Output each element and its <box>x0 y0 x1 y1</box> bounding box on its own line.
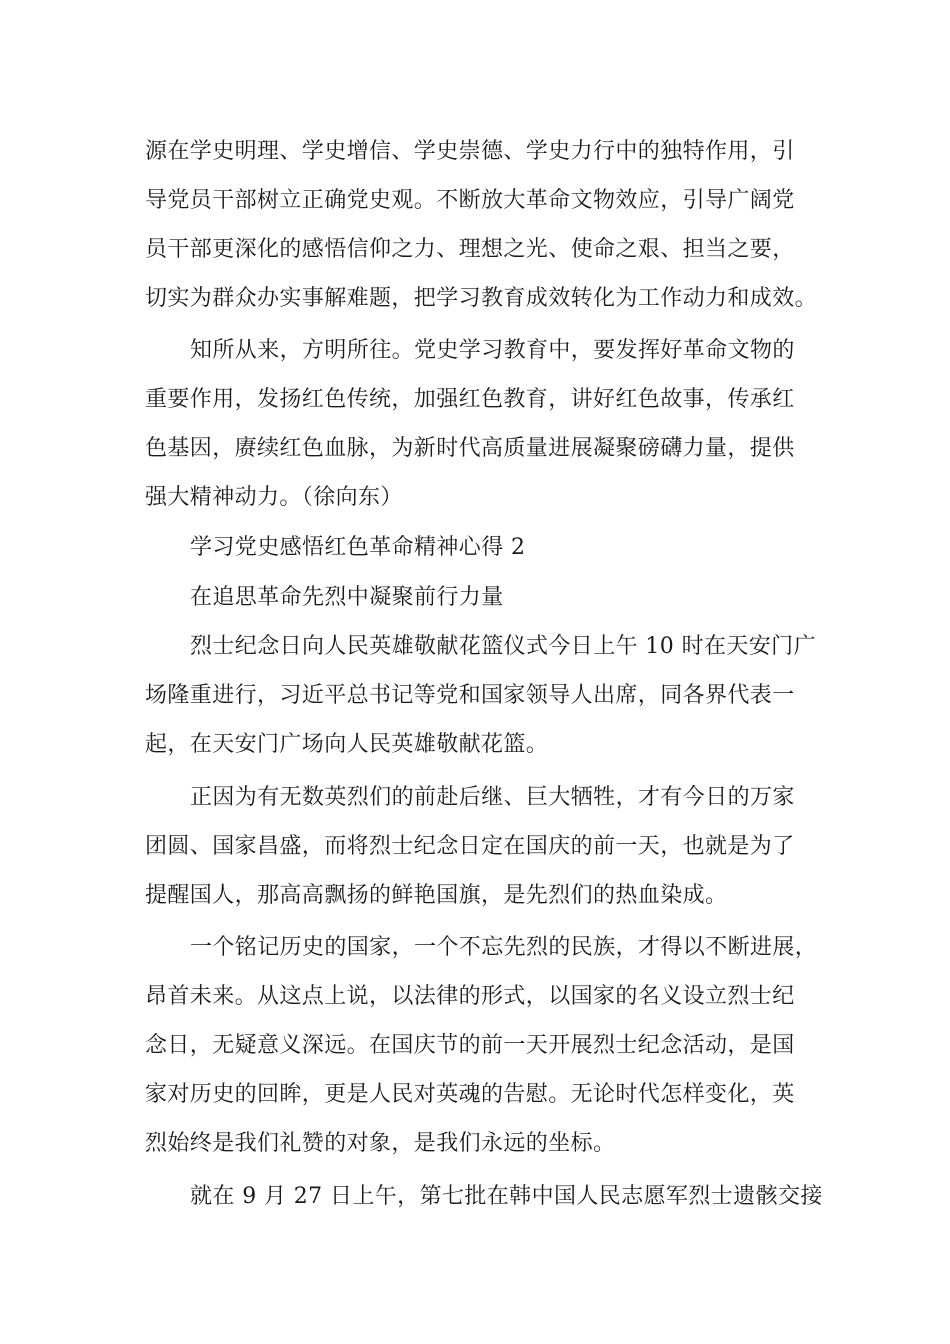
text-line: 念日，无疑意义深远。在国庆节的前一天开展烈士纪念活动，是国 <box>145 1033 795 1058</box>
text-line: 色基因，赓续红色血脉，为新时代高质量进展凝聚磅礴力量，提供 <box>145 436 795 461</box>
text-line: 强大精神动力。（徐向东） <box>145 485 403 510</box>
text-line: 正因为有无数英烈们的前赴后继、巨大牺牲，才有今日的万家 <box>190 785 795 810</box>
section-heading: 学习党史感悟红色革命精神心得 2 <box>190 535 526 560</box>
text-line: 起，在天安门广场向人民英雄敬献花篮。 <box>145 732 549 757</box>
text-line: 家对历史的回眸，更是人民对英魂的告慰。无论时代怎样变化，英 <box>145 1082 795 1107</box>
text-line: 知所从来，方明所往。党史学习教育中，要发挥好革命文物的 <box>190 338 795 363</box>
text-line: 烈始终是我们礼赞的对象，是我们永远的坐标。 <box>145 1131 616 1156</box>
text-line: 就在 9 月 27 日上午，第七批在韩中国人民志愿军烈士遗骸交接 <box>190 1184 823 1209</box>
text-line: 一个铭记历史的国家，一个不忘先烈的民族，才得以不断进展， <box>190 935 818 960</box>
text-line: 烈士纪念日向人民英雄敬献花篮仪式今日上午 10 时在天安门广 <box>190 634 816 659</box>
text-line: 切实为群众办实事解难题，把学习教育成效转化为工作动力和成效。 <box>145 286 818 311</box>
text-line: 场隆重进行，习近平总书记等党和国家领导人出席，同各界代表一 <box>145 683 795 708</box>
text-line: 导党员干部树立正确党史观。不断放大革命文物效应，引导广阔党 <box>145 188 795 213</box>
text-line: 员干部更深化的感悟信仰之力、理想之光、使命之艰、担当之要， <box>145 237 795 262</box>
text-line: 源在学史明理、学史增信、学史崇德、学史力行中的独特作用，引 <box>145 139 795 164</box>
text-line: 提醒国人，那高高飘扬的鲜艳国旗，是先烈们的热血染成。 <box>145 883 728 908</box>
text-line: 昂首未来。从这点上说，以法律的形式，以国家的名义设立烈士纪 <box>145 984 795 1009</box>
section-subheading: 在追思革命先烈中凝聚前行力量 <box>190 585 504 610</box>
text-line: 团圆、国家昌盛，而将烈士纪念日定在国庆的前一天，也就是为了 <box>145 834 795 859</box>
text-line: 重要作用，发扬红色传统，加强红色教育，讲好红色故事，传承红 <box>145 387 795 412</box>
